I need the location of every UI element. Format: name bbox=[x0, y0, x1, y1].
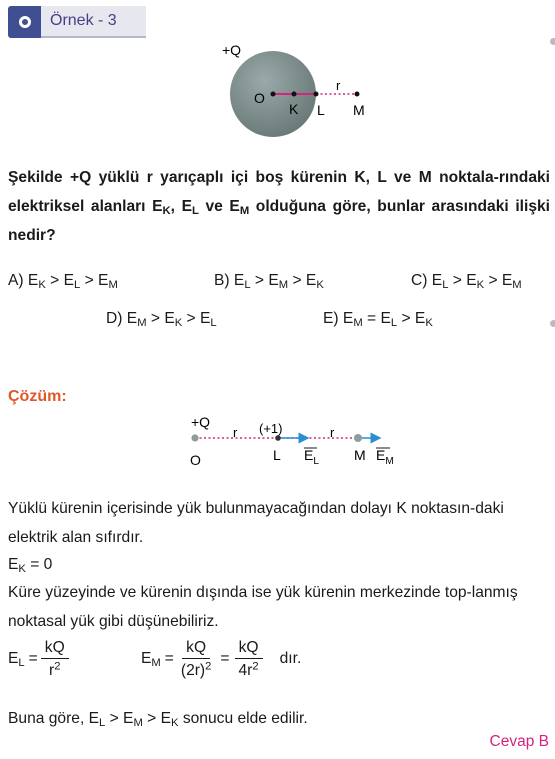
em-label: $E_M$ bbox=[376, 447, 394, 467]
point-l-dot bbox=[275, 435, 281, 441]
m-label: M bbox=[354, 447, 366, 463]
answer-label: Cevap B bbox=[489, 733, 549, 750]
option-d[interactable]: D) $E_M > E_K > E_L$ bbox=[106, 310, 217, 330]
charge-label: +Q bbox=[222, 42, 242, 58]
em-formula: $E_M$ = $\frac{kQ}{(2r)^2}$ = $\frac{kQ}{4r^2}$ dır. bbox=[141, 639, 302, 679]
solution-paragraph-1: Yüklü kürenin içerisinde yük bulunmayacağından dolayı K noktasın-daki elektrik alan sıfırdır. bbox=[8, 500, 504, 546]
el-label: $E_L$ bbox=[304, 447, 319, 467]
point-m bbox=[355, 92, 360, 97]
r-label: r bbox=[336, 78, 341, 93]
r-label-2: r bbox=[330, 425, 335, 440]
point-k bbox=[292, 92, 297, 97]
center-charge-label: +Q bbox=[191, 414, 211, 430]
r-label-1: r bbox=[233, 425, 238, 440]
example-tag bbox=[8, 6, 146, 38]
sphere-figure bbox=[200, 38, 400, 148]
question-text: Şekilde +Q yüklü r yarıçaplı içi boş kürenin K, L ve M noktala-rındaki elektriksel alanları $E_K$, $E_L$ ve $E_M$ olduğuna göre, bunlar arasındaki ilişki nedir? bbox=[8, 169, 550, 244]
o-label: O bbox=[190, 452, 201, 468]
option-a[interactable]: A) $E_K > E_L > E_M$ bbox=[8, 272, 118, 292]
example-label: Örnek - 3 bbox=[41, 6, 146, 38]
circle-icon bbox=[8, 6, 41, 38]
test-charge-label: (+1) bbox=[259, 421, 283, 436]
k-label: K bbox=[289, 101, 299, 117]
solution-paragraph-2: Küre yüzeyinde ve kürenin dışında ise yük kürenin merkezinde top-lanmış noktasal yük gibi düşünebiliriz. bbox=[8, 584, 518, 630]
page-edge-dot bbox=[550, 320, 555, 327]
ek-equation: $E_K = 0$ bbox=[8, 556, 53, 576]
point-o bbox=[271, 92, 276, 97]
option-b[interactable]: B) $E_L > E_M > E_K$ bbox=[214, 272, 324, 292]
m-label: M bbox=[353, 102, 365, 118]
page-edge-dot bbox=[550, 38, 555, 45]
point-l bbox=[314, 92, 319, 97]
o-label: O bbox=[254, 90, 265, 106]
center-charge-dot bbox=[191, 434, 198, 441]
point-m-dot bbox=[354, 434, 362, 442]
el-formula: $E_L$ = $\frac{kQ}{r^2}$ bbox=[8, 638, 72, 680]
option-e[interactable]: E) $E_M = E_L > E_K$ bbox=[323, 310, 433, 330]
conclusion-text: Buna göre, $E_L > E_M > E_K$ sonucu elde edilir. bbox=[8, 710, 308, 730]
option-c[interactable]: C) $E_L > E_K > E_M$ bbox=[411, 272, 522, 292]
solution-title: Çözüm: bbox=[8, 388, 67, 405]
l-label: L bbox=[273, 447, 281, 463]
field-diagram bbox=[180, 410, 410, 472]
l-label: L bbox=[317, 102, 325, 118]
